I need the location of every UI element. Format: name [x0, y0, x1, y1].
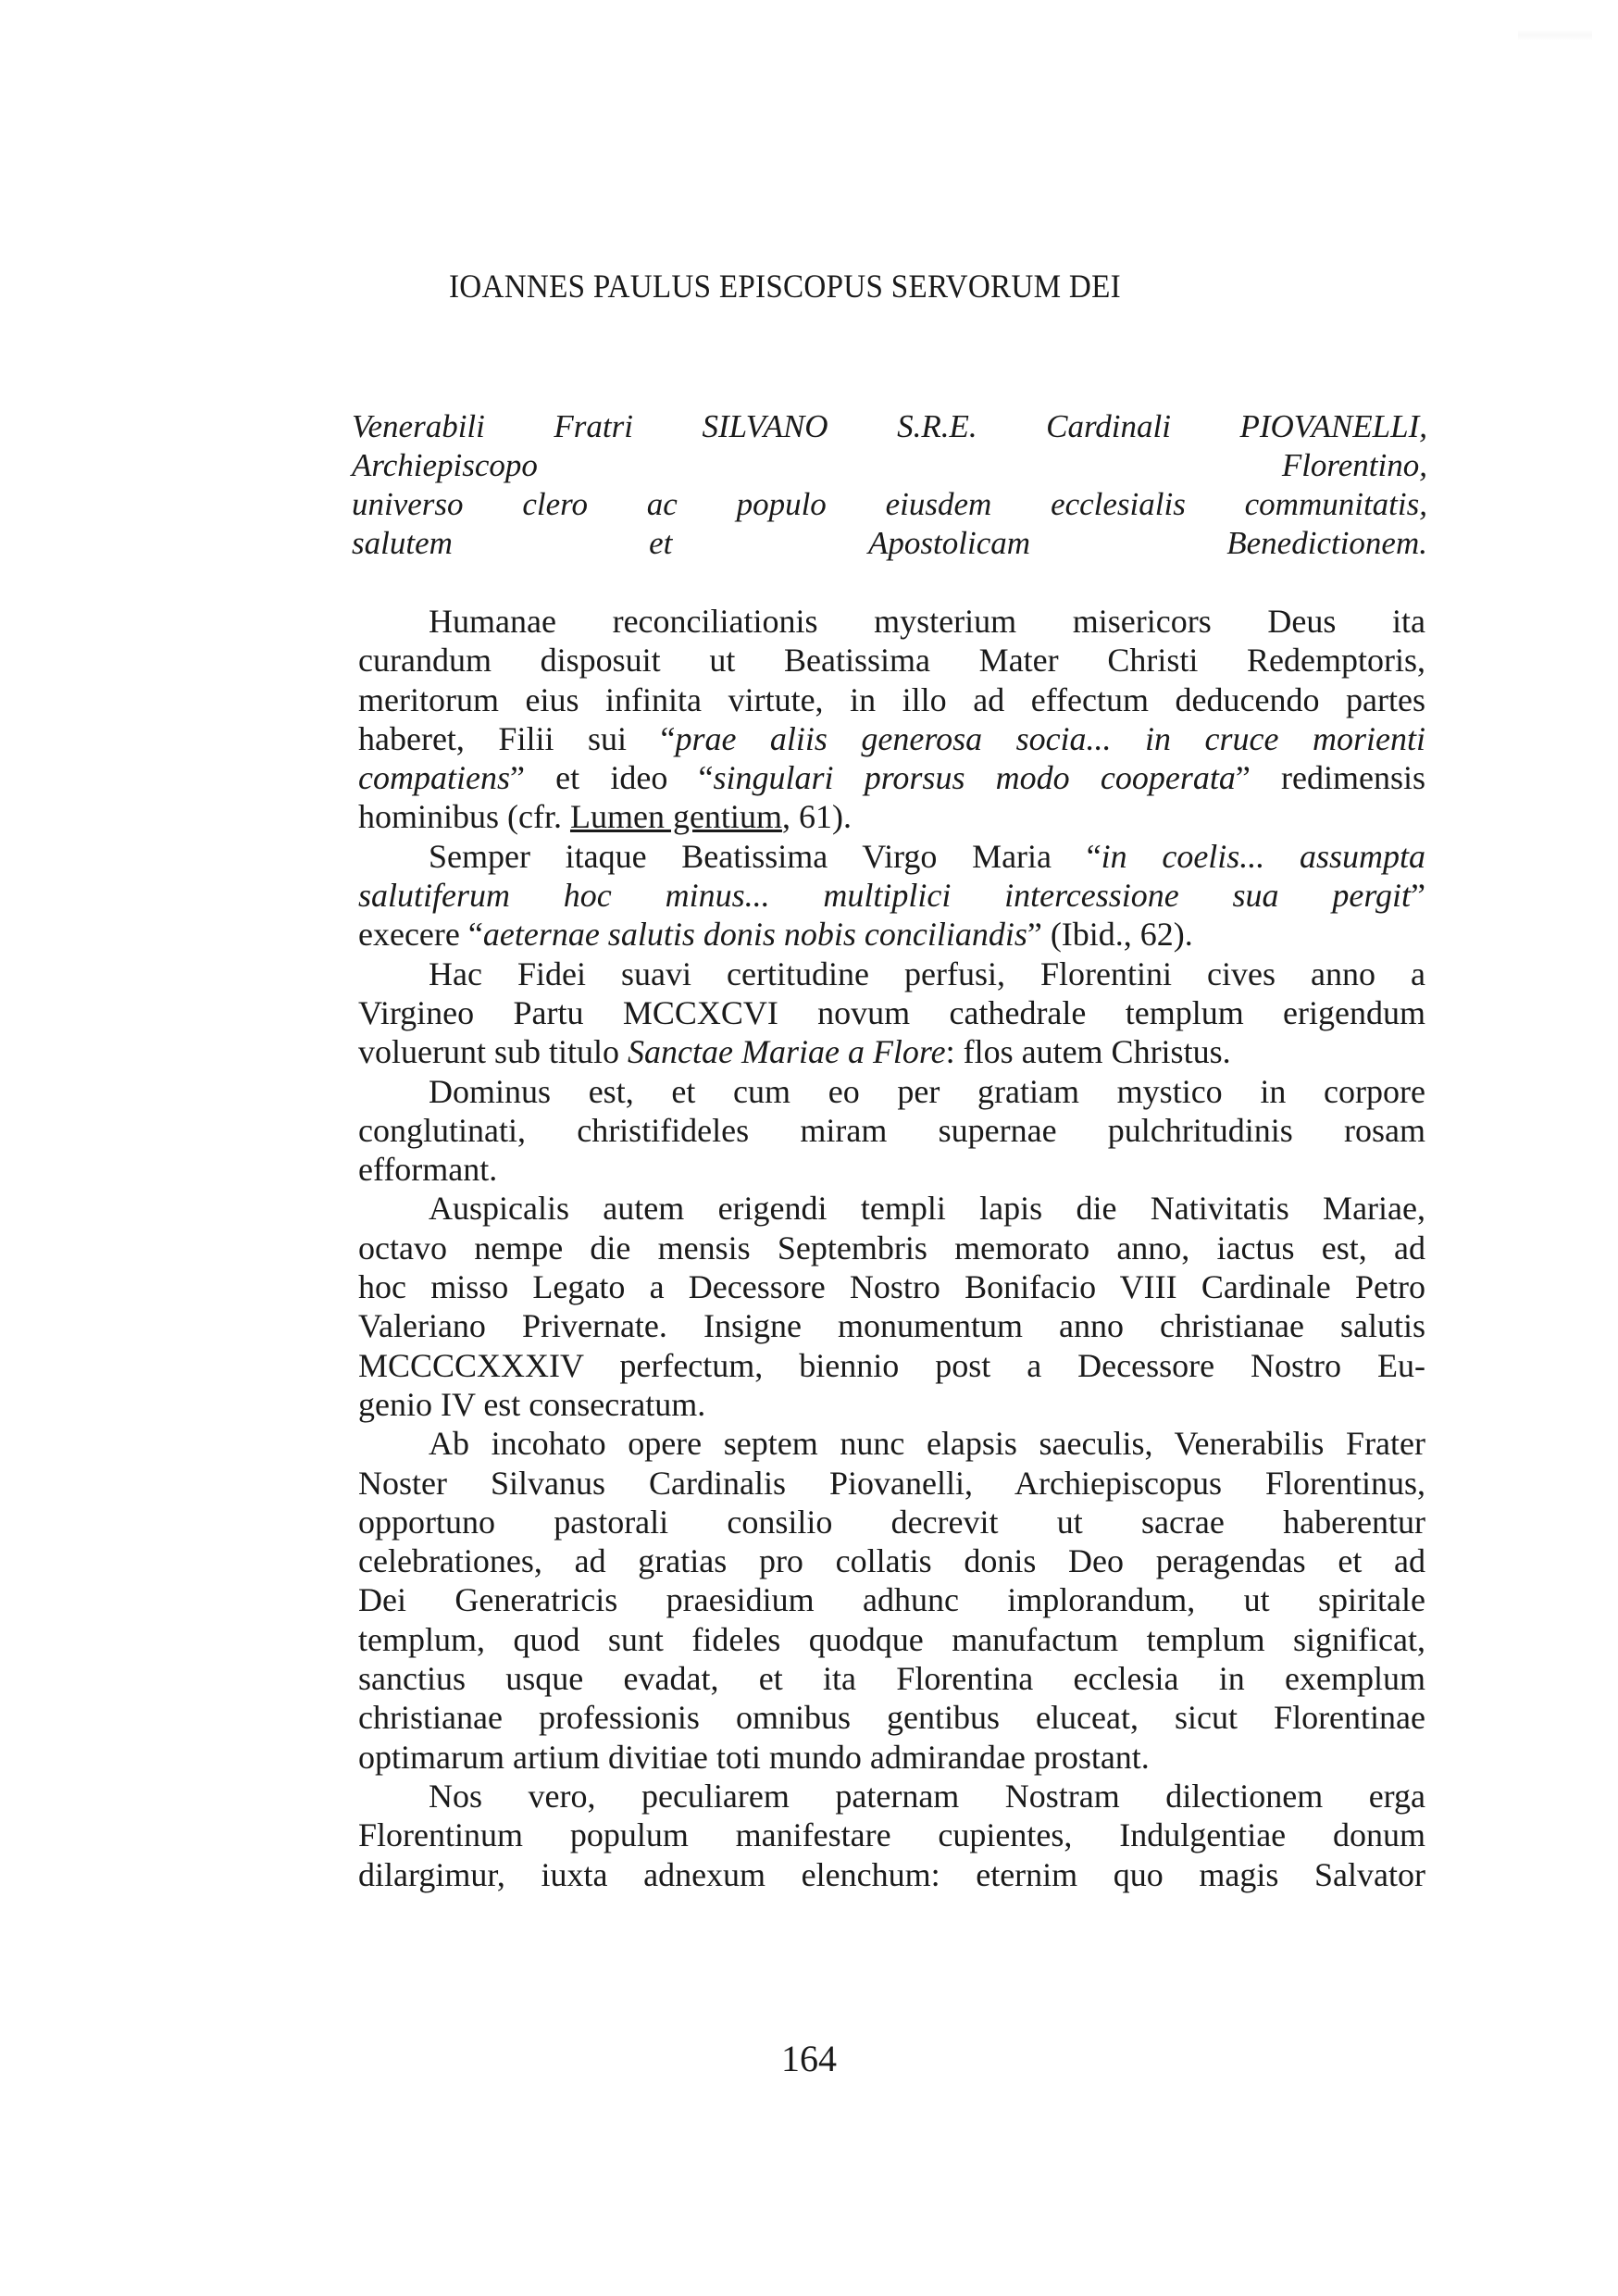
text-run: ” et ideo “: [509, 759, 714, 797]
paragraph: [358, 602, 1425, 837]
text-line: [358, 797, 1425, 836]
text-run: Nos vero, peculiarem paternam Nostram dilectionem erga: [429, 1777, 1425, 1815]
text-line: [358, 1267, 1425, 1306]
text-run: : flos autem Christus.: [945, 1033, 1231, 1071]
text-line: [358, 993, 1425, 1032]
text-line: [358, 1346, 1425, 1385]
text-run: dilargimur, iuxta adnexum elenchum: eternim quo magis Salvator: [358, 1855, 1425, 1893]
text-run: , 61).: [781, 798, 852, 836]
text-line: [358, 1424, 1425, 1463]
text-line: [358, 1580, 1425, 1619]
text-run: Dominus est, et cum eo per gratiam mystico in corpore: [429, 1072, 1425, 1110]
paragraph: [358, 1777, 1425, 1894]
text-line: [358, 837, 1425, 876]
text-run: Humanae reconciliationis mysterium misericors Deus ita: [429, 603, 1425, 640]
text-run: genio IV est consecratum.: [358, 1385, 706, 1423]
text-line: [358, 1385, 1425, 1424]
text-line: [358, 602, 1425, 641]
address-line: Archiepiscopo Florentino,: [352, 447, 1427, 483]
text-line: [358, 1541, 1425, 1580]
italic-quote: salutiferum hoc minus... multiplici intercessione sua pergit: [358, 877, 1412, 915]
text-run: MCCCCXXXIV perfectum, biennio post a Decessore Nostro Eu-: [358, 1346, 1425, 1384]
text-line: [358, 1777, 1425, 1816]
text-run: octavo nempe die mensis Septembris memorato anno, iactus est, ad: [358, 1229, 1425, 1267]
text-run: voluerunt sub titulo: [358, 1033, 628, 1071]
text-line: [358, 1072, 1425, 1111]
text-line: [358, 1503, 1425, 1541]
document-heading: IOANNES PAULUS EPISCOPUS SERVORUM DEI: [449, 268, 1121, 305]
text-run: Noster Silvanus Cardinalis Piovanelli, Archiepiscopus Florentinus,: [358, 1464, 1425, 1502]
scan-artifact: [1518, 30, 1592, 41]
citation-link-text: Lumen gentium: [569, 798, 782, 836]
text-line: [358, 1620, 1425, 1659]
text-run: christianae professionis omnibus gentibus eluceat, sicut Florentinae: [358, 1699, 1425, 1737]
paragraph: [358, 1424, 1425, 1777]
italic-quote: Sanctae Mariae a Flore: [628, 1033, 946, 1071]
paragraph: [358, 955, 1425, 1072]
letter-body: [358, 602, 1425, 1894]
text-run: ” (Ibid., 62).: [1027, 916, 1193, 954]
text-line: [358, 1698, 1425, 1737]
text-line: [358, 1464, 1425, 1503]
page-number: 164: [781, 2038, 837, 2079]
text-run: execere “: [358, 916, 483, 954]
italic-quote: singulari prorsus modo cooperata: [713, 759, 1236, 797]
text-run: meritorum eius infinita virtute, in illo ad effectum deducendo partes: [358, 680, 1425, 718]
text-line: [358, 719, 1425, 758]
text-run: curandum disposuit ut Beatissima Mater Christi Redemptoris,: [358, 642, 1425, 680]
address-line: salutem et Apostolicam Benedictionem.: [352, 525, 1427, 561]
paragraph: [358, 837, 1425, 955]
text-run: Virgineo Partu MCCXCVI novum cathedrale templum erigendum: [358, 993, 1425, 1031]
salutation-address: [352, 407, 1427, 563]
text-run: celebrationes, ad gratias pro collatis donis Deo peragendas et ad: [358, 1542, 1425, 1580]
text-line: [358, 876, 1425, 915]
text-line: [358, 1855, 1425, 1894]
text-run: Florentinum populum manifestare cupientes, Indulgentiae donum: [358, 1816, 1425, 1854]
text-run: ”: [1411, 877, 1425, 915]
text-line: [358, 758, 1425, 797]
text-line: [358, 1306, 1425, 1345]
text-run: ” redimensis: [1235, 759, 1426, 797]
text-run: Ab incohato opere septem nunc elapsis saeculis, Venerabilis Frater: [429, 1425, 1425, 1463]
text-run: hoc misso Legato a Decessore Nostro Bonifacio VIII Cardinale Petro: [358, 1268, 1425, 1306]
text-run: Auspicalis autem erigendi templi lapis die Nativitatis Mariae,: [429, 1190, 1425, 1228]
text-line: [358, 1032, 1425, 1071]
text-line: [358, 641, 1425, 680]
text-line: [358, 1111, 1425, 1150]
text-line: [358, 1150, 1425, 1189]
italic-quote: in coelis... assumpta: [1101, 837, 1425, 875]
text-run: conglutinati, christifideles miram supernae pulchritudinis rosam: [358, 1111, 1425, 1149]
italic-quote: prae aliis generosa socia... in cruce morienti: [675, 719, 1425, 757]
paragraph: [358, 1072, 1425, 1190]
text-run: efformant.: [358, 1151, 498, 1189]
text-line: [358, 680, 1425, 719]
text-line: [358, 955, 1425, 993]
text-run: opportuno pastorali consilio decrevit ut sacrae haberentur: [358, 1503, 1425, 1541]
text-run: Semper itaque Beatissima Virgo Maria “: [429, 837, 1101, 875]
italic-quote: aeternae salutis donis nobis conciliandis: [482, 916, 1027, 954]
text-line: [358, 1229, 1425, 1267]
text-run: Dei Generatricis praesidium adhunc implorandum, ut spiritale: [358, 1581, 1425, 1619]
text-run: sanctius usque evadat, et ita Florentina ecclesia in exemplum: [358, 1660, 1425, 1698]
text-run: templum, quod sunt fideles quodque manufactum templum significat,: [358, 1620, 1425, 1658]
text-run: haberet, Filii sui “: [358, 719, 676, 757]
paragraph: [358, 1189, 1425, 1424]
text-line: [358, 915, 1425, 954]
text-line: [358, 1816, 1425, 1854]
address-line: Venerabili Fratri SILVANO S.R.E. Cardinali PIOVANELLI,: [352, 408, 1427, 444]
italic-quote: compatiens: [358, 759, 510, 797]
text-line: [358, 1659, 1425, 1698]
text-line: [358, 1738, 1425, 1777]
text-line: [358, 1189, 1425, 1228]
text-run: Valeriano Privernate. Insigne monumentum anno christianae salutis: [358, 1307, 1425, 1345]
text-run: optimarum artium divitiae toti mundo admirandae prostant.: [358, 1738, 1150, 1776]
address-line: universo clero ac populo eiusdem ecclesialis communitatis,: [352, 486, 1427, 522]
text-run: hominibus (cfr.: [358, 798, 570, 836]
text-run: Hac Fidei suavi certitudine perfusi, Florentini cives anno a: [429, 955, 1425, 992]
